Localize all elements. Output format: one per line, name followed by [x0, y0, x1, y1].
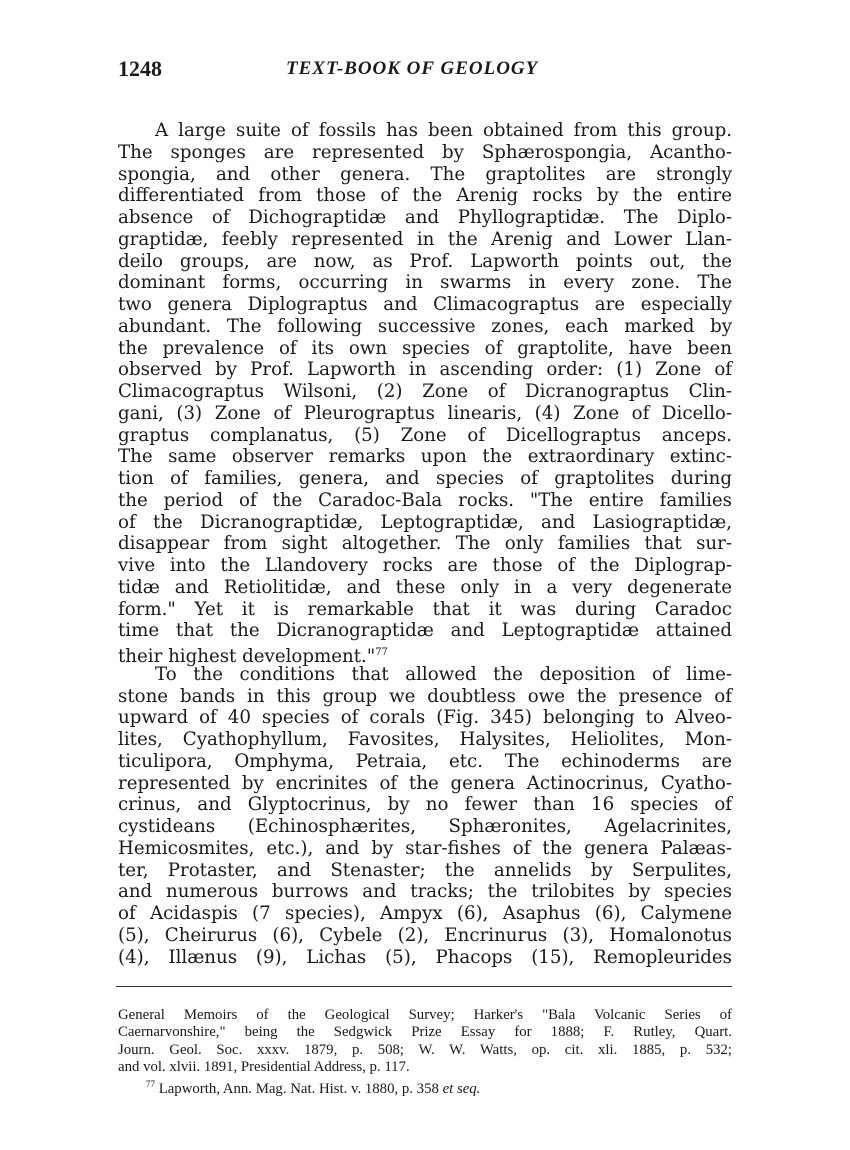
text-line: dominant forms, occurring in swarms in every zone. The	[118, 272, 732, 294]
text-line: To the conditions that allowed the deposition of lime-	[155, 663, 732, 685]
page-header	[118, 56, 732, 96]
text-line: represented by encrinites of the genera Actinocrinus, Cyatho-	[118, 772, 732, 794]
paragraph-corals-trilobites	[118, 664, 732, 969]
footnote-reference: 77	[375, 647, 388, 658]
text-line: of Acidaspis (7 species), Ampyx (6), Asaphus (6), Calymene	[118, 903, 732, 924]
text-line-content: their highest development."	[118, 646, 376, 668]
text-line	[118, 642, 732, 668]
text-line: vive into the Llandovery rocks are those of the Diplograp-	[118, 555, 732, 576]
footnote-divider	[116, 986, 732, 987]
text-line: time that the Dicranograptidæ and Leptograptidæ attained	[118, 620, 732, 642]
text-line: absence of Dichograptidæ and Phyllograptidæ. The Diplo-	[118, 207, 732, 228]
footnote-italic-suffix: et seq.	[442, 1080, 481, 1097]
text-line: observed by Prof. Lapworth in ascending order: (1) Zone of	[118, 359, 732, 381]
text-line: gani, (3) Zone of Pleurograptus linearis, (4) Zone of Dicello-	[118, 402, 732, 424]
text-line: differentiated from those of the Arenig rocks by the entire	[118, 185, 732, 207]
running-title: TEXT-BOOK OF GEOLOGY	[286, 58, 539, 79]
body-text	[118, 120, 732, 968]
text-line: ter, Protaster, and Stenaster; the annelids by Serpulites,	[118, 859, 732, 881]
footnote-line: Caernarvonshire," being the Sedgwick Prize Essay for 1888; F. Rutley, Quart.	[118, 1024, 732, 1041]
text-line: The same observer remarks upon the extraordinary extinc-	[118, 446, 732, 468]
text-line: graptidæ, feebly represented in the Arenig and Lower Llan-	[118, 228, 732, 250]
text-line: and numerous burrows and tracks; the trilobites by species	[118, 881, 732, 903]
text-line: Climacograptus Wilsoni, (2) Zone of Dicranograptus Clin-	[118, 381, 732, 402]
text-line: cystideans (Echinosphærites, Sphæronites, Agelacrinites,	[118, 816, 732, 837]
text-line: lites, Cyathophyllum, Favosites, Halysites, Heliolites, Mon-	[118, 729, 732, 750]
text-line: the prevalence of its own species of graptolite, have been	[118, 337, 732, 359]
text-line: crinus, and Glyptocrinus, by no fewer than 16 species of	[118, 794, 732, 816]
text-line: (5), Cheirurus (6), Cybele (2), Encrinurus (3), Homalonotus	[118, 924, 732, 946]
footnote-line: General Memoirs of the Geological Survey; Harker's "Bala Volcanic Series of	[118, 1007, 732, 1024]
text-line: upward of 40 species of corals (Fig. 345) belonging to Alveo-	[118, 707, 732, 729]
text-line: A large suite of fossils has been obtained from this group.	[155, 120, 732, 141]
footnotes	[118, 1007, 732, 1097]
footnote-77	[118, 1076, 732, 1097]
text-line: abundant. The following successive zones, each marked by	[118, 315, 732, 337]
page-number: 1248	[118, 56, 162, 81]
text-line: Hemicosmites, etc.), and by star-fishes of the genera Palæas-	[118, 837, 732, 859]
text-line: form." Yet it is remarkable that it was during Caradoc	[118, 598, 732, 620]
text-line: ticulipora, Omphyma, Petraia, etc. The echinoderms are	[118, 750, 732, 772]
book-page	[118, 56, 732, 1097]
paragraph-fossils-graptolites	[118, 120, 732, 668]
footnote-marker: 77	[146, 1079, 155, 1089]
text-line: spongia, and other genera. The graptolites are strongly	[118, 163, 732, 185]
text-line: stone bands in this group we doubtless owe the presence of	[118, 685, 732, 707]
text-line: two genera Diplograptus and Climacograptus are especially	[118, 294, 732, 315]
text-line: The sponges are represented by Sphærospongia, Acantho-	[118, 141, 732, 163]
text-line: of the Dicranograptidæ, Leptograptidæ, and Lasiograptidæ,	[118, 511, 732, 533]
text-line: (4), Illænus (9), Lichas (5), Phacops (15), Remopleurides	[118, 946, 732, 968]
text-line: graptus complanatus, (5) Zone of Dicellograptus anceps.	[118, 424, 732, 446]
footnote-line: Journ. Geol. Soc. xxxv. 1879, p. 508; W. W. Watts, op. cit. xli. 1885, p. 532;	[118, 1041, 732, 1058]
text-line: tion of families, genera, and species of graptolites during	[118, 468, 732, 489]
text-line: deilo groups, are now, as Prof. Lapworth points out, the	[118, 250, 732, 272]
text-line: the period of the Caradoc-Bala rocks. "The entire families	[118, 489, 732, 511]
text-line: disappear from sight altogether. The only families that sur-	[118, 533, 732, 555]
footnote-line: and vol. xlvii. 1891, Presidential Address, p. 117.	[118, 1058, 410, 1075]
text-line: tidæ and Retiolitidæ, and these only in a very degenerate	[118, 576, 732, 598]
footnote-text: Lapworth, Ann. Mag. Nat. Hist. v. 1880, p. 358	[158, 1080, 439, 1097]
